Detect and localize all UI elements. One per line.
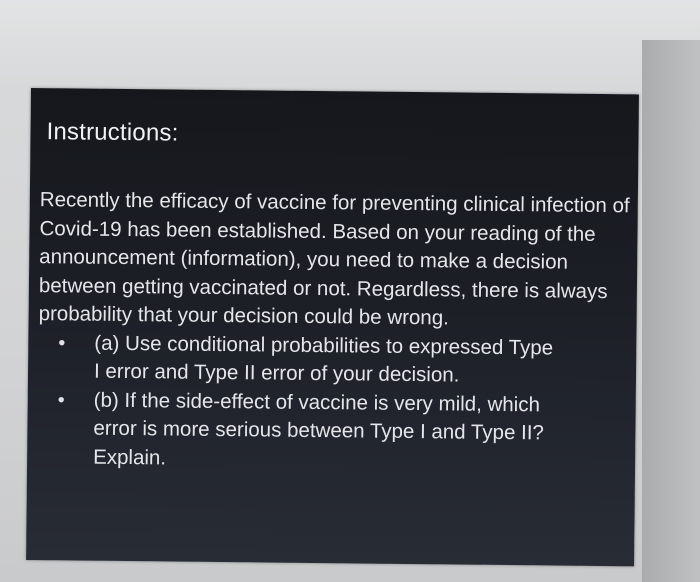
bullet-icon: •	[57, 388, 65, 411]
question-list	[37, 329, 628, 478]
bullet-icon: •	[58, 331, 66, 354]
background-glare	[0, 0, 700, 90]
instructions-title: Instructions:	[46, 118, 179, 147]
question-a-text: (a) Use conditional probabilities to expressed Type I error and Type II error of your decision.	[93, 331, 554, 387]
question-b-text: (b) If the side-effect of vaccine is very mild, which error is more serious between Type I and Type II? Explain.	[93, 388, 545, 469]
instructions-paragraph: Recently the efficacy of vaccine for preventing clinical infection of Covid-19 has been established. Based on your reading of the announcement (information), you need to make a decision between getting vaccinated or not. Regardless, there is always probability that your decision could be wrong.	[38, 188, 630, 330]
instructions-body	[37, 186, 630, 477]
question-item-b	[37, 386, 564, 477]
instructions-card	[26, 88, 639, 566]
background-edge	[642, 40, 700, 582]
question-item-a	[38, 329, 565, 392]
